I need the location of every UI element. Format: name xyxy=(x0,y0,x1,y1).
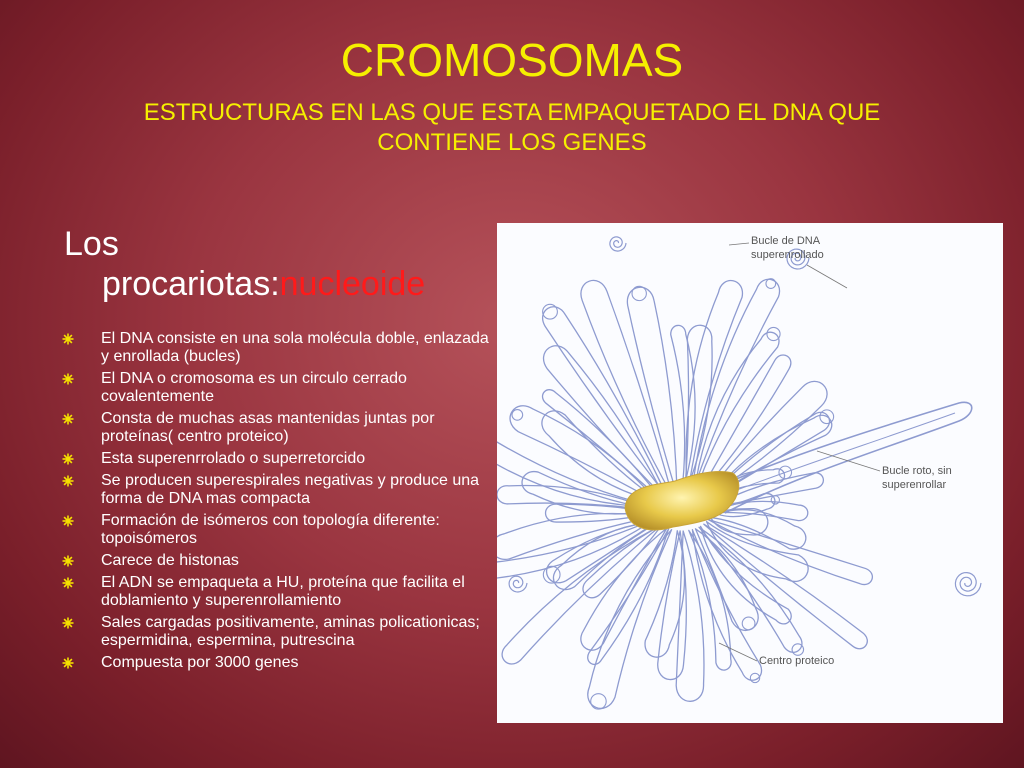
bullet-text: El ADN se empaqueta a HU, proteína que facilita el doblamiento y superenrollamiento xyxy=(101,574,465,609)
star-burst-icon xyxy=(62,555,74,567)
bullet-item xyxy=(62,552,494,570)
bullet-item xyxy=(62,450,494,468)
label-broken-loop: Bucle roto, sin superenrollar xyxy=(882,465,952,491)
star-burst-icon xyxy=(62,333,74,345)
bullet-text: Esta superenrrolado o superretorcido xyxy=(101,450,366,467)
label-supercoiled-loop: Bucle de DNA superenrollado xyxy=(751,235,824,261)
heading-line1: Los xyxy=(64,225,119,263)
heading-line2-wrap xyxy=(64,264,494,304)
bullet-text: Sales cargadas positivamente, aminas policationicas; espermidina, espermina, putrescina xyxy=(101,614,480,649)
bullet-item xyxy=(62,410,494,446)
star-burst-icon xyxy=(62,453,74,465)
slide-title: CROMOSOMAS xyxy=(340,34,684,86)
star-burst-icon xyxy=(62,577,74,589)
star-burst-icon xyxy=(62,515,74,527)
bullet-item xyxy=(62,654,494,672)
bullet-item xyxy=(62,330,494,366)
nucleoid-figure xyxy=(497,223,1003,723)
bullet-text: Formación de isómeros con topología diferente: topoisómeros xyxy=(101,512,440,547)
bullet-item xyxy=(62,472,494,508)
slide-subtitle: ESTRUCTURAS EN LAS QUE ESTA EMPAQUETADO EL DNA QUE CONTIENE LOS GENES xyxy=(143,99,881,156)
star-burst-icon xyxy=(62,373,74,385)
bullet-list xyxy=(62,330,494,676)
bullet-text: Carece de histonas xyxy=(101,552,239,569)
bullet-text: Se producen superespirales negativas y produce una forma de DNA mas compacta xyxy=(101,472,480,507)
star-burst-icon xyxy=(62,413,74,425)
bullet-item xyxy=(62,614,494,650)
section-heading xyxy=(64,224,494,304)
bullet-text: Consta de muchas asas mantenidas juntas por proteínas( centro proteico) xyxy=(101,410,435,445)
bullet-item xyxy=(62,574,494,610)
star-burst-icon xyxy=(62,617,74,629)
heading-line2: procariotas: xyxy=(102,265,280,303)
heading-highlight: nucleoide xyxy=(279,265,426,303)
bullet-text: Compuesta por 3000 genes xyxy=(101,654,299,671)
bullet-item xyxy=(62,370,494,406)
bullet-text: El DNA o cromosoma es un circulo cerrado covalentemente xyxy=(101,370,407,405)
star-burst-icon xyxy=(62,475,74,487)
bullet-text: El DNA consiste en una sola molécula doble, enlazada y enrollada (bucles) xyxy=(101,330,489,365)
label-protein-core: Centro proteico xyxy=(759,655,835,667)
bullet-item xyxy=(62,512,494,548)
star-burst-icon xyxy=(62,657,74,669)
